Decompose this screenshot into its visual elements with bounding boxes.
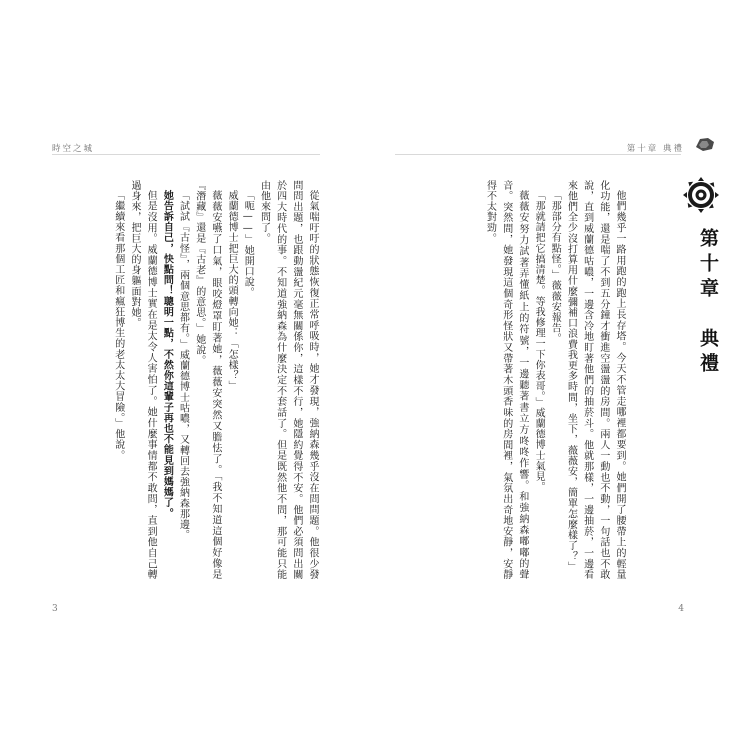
left-page bbox=[0, 120, 375, 630]
left-page-body bbox=[52, 180, 320, 580]
paragraph: 薇薇安努力試著弄懂紙上的符號，一邊聽著書立方咚咚作響。和強納森嘟嘟的聲音。突然間，她發現這個奇形怪狀又帶著木頭香味的房間裡，氣氛出奇地安靜，安靜得不太對勁。 bbox=[484, 180, 528, 580]
spread-inner bbox=[0, 120, 750, 630]
paragraph-emphasis: 她告訴自己，快點問！聰明一點，不然你這輩子再也不能見到媽媽了。 bbox=[161, 190, 173, 519]
paragraph: 從氣喘吁吁的狀態恢復正常呼吸時，她才發現，強納森幾乎沒在問問題。他很少發問問出題，也跟動盪紀元毫無關係你，這樣不行，她隱約覺得不安。他們必須問出關於四大時代的事。不知道強納森為什麼決定不套話了。但是既然他不問，那可能只能由他來問了。 bbox=[258, 180, 318, 580]
left-head-rule bbox=[52, 154, 320, 155]
paragraph: 他們幾乎一路用跑的跑上長存塔。今天不管走哪裡都要到。她們開了腰帶上的輕量化功能，還是喘了不到五分鐘才衝進空盪盪的房間。兩人一動也不動，一句話也不敢說，直到威蘭德咕噥，一邊含冷地盯著他們的抽菸斗。他就那樣，一邊抽菸，一邊看來他們全少沒打算用什麼彌補口浪費我更多時間，坐下，薇薇安，簡單怎麼樣了？」 bbox=[565, 180, 625, 580]
gear-icon bbox=[682, 176, 720, 214]
paragraph: 「繼續來看那個工匠和瘋狂博生的老太太大冒險。」他說。 bbox=[112, 190, 124, 461]
paragraph: 但是沒用。威蘭德博士實在是太令人害怕了。她什麼事情都不敢問，直到他自己轉過身來，把巨大的身軀面對她。 bbox=[128, 180, 157, 580]
right-page bbox=[375, 120, 750, 630]
paragraph: 「那部分有點怪。」薇薇安報告。 bbox=[549, 190, 561, 344]
right-head-rule bbox=[395, 154, 681, 155]
right-page-body bbox=[395, 180, 627, 580]
paragraph: 「呃——」她開口說。 bbox=[242, 190, 254, 298]
paragraph: 薇薇安嚥了口氣，眼咬燈罩盯著她，薇薇安突然又膽怯了。「我不知道這個好像是『潛藏』還是『古老』的意思。」她說。 bbox=[193, 180, 221, 580]
chapter-title: 第十章 典禮 bbox=[697, 228, 719, 378]
left-page-number: 3 bbox=[52, 604, 58, 614]
paragraph: 「試試『古怪』，兩個意思都有。」威蘭德博士咕噥，又轉回去強納森那邊。 bbox=[177, 190, 189, 541]
right-page-number: 4 bbox=[678, 604, 684, 614]
paragraph: 「那就請把它搞清楚。等我修理一下你表哥。」威蘭德博士氣見。 bbox=[533, 190, 545, 493]
gear-icon bbox=[694, 136, 716, 152]
paragraph: 威蘭德博士把巨大的頭轉向她：「怎樣？」 bbox=[226, 190, 238, 392]
right-running-head: 第十章 典禮 bbox=[626, 144, 684, 154]
chapter-heading bbox=[678, 176, 722, 466]
left-running-head: 時空之城 bbox=[52, 144, 95, 154]
